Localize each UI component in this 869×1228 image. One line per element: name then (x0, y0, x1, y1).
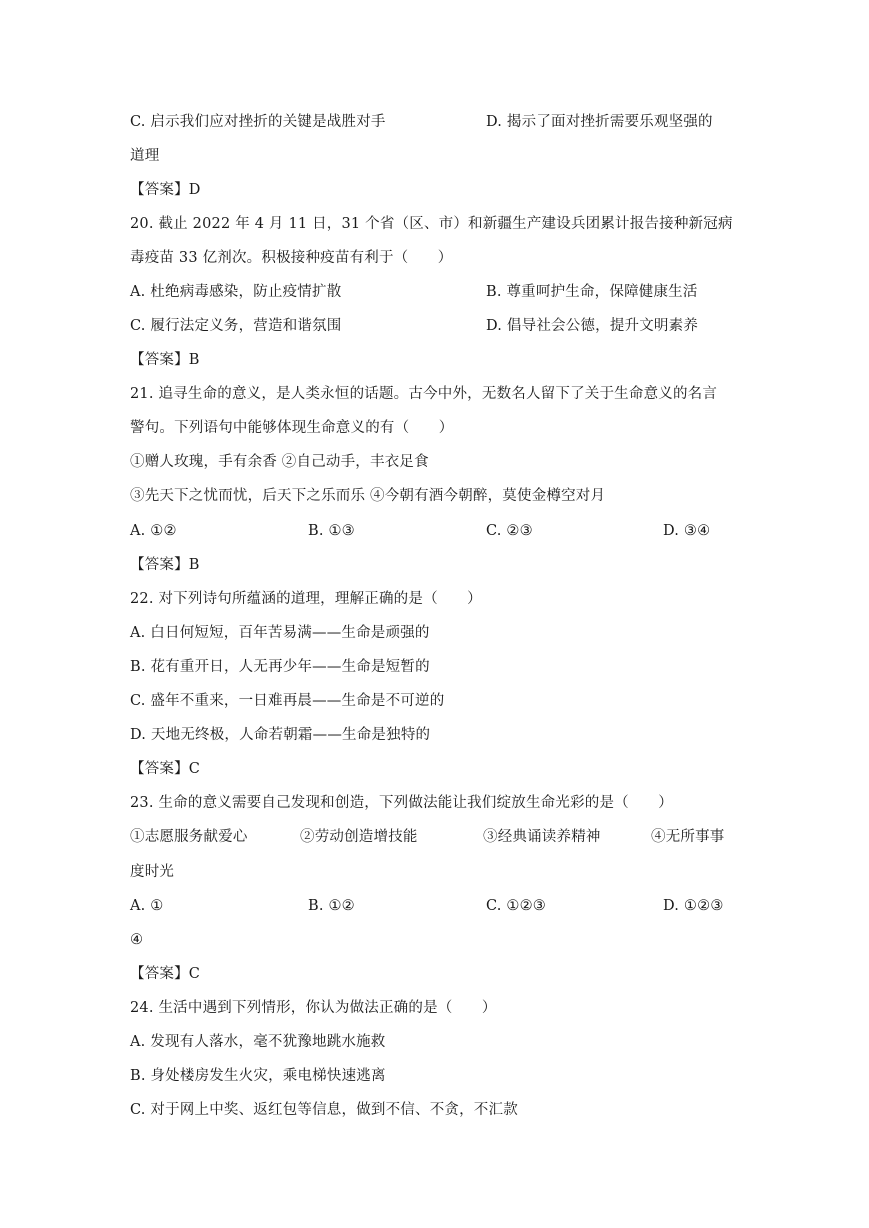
q24-option-c: C. 对于网上中奖、返红包等信息，做到不信、不贪，不汇款 (130, 1102, 518, 1118)
q24-stem: 24. 生活中遇到下列情形，你认为做法正确的是（ ） (130, 1000, 497, 1016)
q22-option-c: C. 盛年不重来，一日难再晨——生命是不可逆的 (130, 693, 445, 709)
q23-item-4-wrap: 度时光 (130, 864, 175, 880)
q19-answer: 【答案】D (130, 182, 201, 198)
q20-stem-line1: 20. 截止 2022 年 4 月 11 日，31 个省（区、市）和新疆生产建设兵团累计报告接种新冠病 (130, 216, 733, 232)
q22-option-a: A. 白日何短短，百年苦易满——生命是顽强的 (130, 625, 430, 641)
q23-option-c: C. ①②③ (486, 898, 546, 914)
q22-stem: 22. 对下列诗句所蕴涵的道理，理解正确的是（ ） (130, 591, 482, 607)
q21-stem-line1: 21. 追寻生命的意义，是人类永恒的话题。古今中外，无数名人留下了关于生命意义的名言 (130, 386, 718, 402)
q20-answer: 【答案】B (130, 352, 200, 368)
q21-option-c: C. ②③ (486, 523, 533, 539)
q21-option-a: A. ①② (130, 523, 177, 539)
q23-item-2: ②劳动创造增技能 (300, 829, 418, 845)
q23-option-b: B. ①② (308, 898, 355, 914)
q22-option-b: B. 花有重开日，人无再少年——生命是短暂的 (130, 659, 430, 675)
q23-item-4: ④无所事事 (651, 829, 725, 845)
q20-option-a: A. 杜绝病毒感染，防止疫情扩散 (130, 284, 342, 300)
q20-option-c: C. 履行法定义务，营造和谐氛围 (130, 318, 342, 334)
q23-item-3: ③经典诵读养精神 (483, 829, 601, 845)
q19-option-d-wrap: 道理 (130, 148, 160, 164)
q24-option-a: A. 发现有人落水，毫不犹豫地跳水施救 (130, 1034, 386, 1050)
q19-option-c: C. 启示我们应对挫折的关键是战胜对手 (130, 114, 386, 130)
q20-stem-line2: 毒疫苗 33 亿剂次。积极接种疫苗有利于（ ） (130, 250, 453, 266)
q21-option-b: B. ①③ (308, 523, 355, 539)
q23-answer: 【答案】C (130, 966, 201, 982)
q24-option-b: B. 身处楼房发生火灾，乘电梯快速逃离 (130, 1068, 386, 1084)
q20-option-b: B. 尊重呵护生命，保障健康生活 (486, 284, 698, 300)
q21-answer: 【答案】B (130, 557, 200, 573)
q22-option-d: D. 天地无终极，人命若朝霜——生命是独特的 (130, 727, 431, 743)
q23-stem: 23. 生命的意义需要自己发现和创造，下列做法能让我们绽放生命光彩的是（ ） (130, 795, 673, 811)
q23-item-1: ①志愿服务献爱心 (130, 829, 248, 845)
q21-stem-line2: 警句。下列语句中能够体现生命意义的有（ ） (130, 420, 454, 436)
q21-items-line2: ③先天下之忧而忧，后天下之乐而乐 ④今朝有酒今朝醉，莫使金樽空对月 (130, 488, 606, 504)
q21-items-line1: ①赠人玫瑰，手有余香 ②自己动手，丰衣足食 (130, 454, 429, 470)
q19-option-d: D. 揭示了面对挫折需要乐观坚强的 (486, 114, 713, 130)
q23-option-d-wrap: ④ (130, 932, 144, 948)
q20-option-d: D. 倡导社会公德，提升文明素养 (486, 318, 699, 334)
q21-option-d: D. ③④ (663, 523, 711, 539)
q23-option-a: A. ① (130, 898, 164, 914)
q23-option-d: D. ①②③ (663, 898, 724, 914)
q22-answer: 【答案】C (130, 761, 201, 777)
